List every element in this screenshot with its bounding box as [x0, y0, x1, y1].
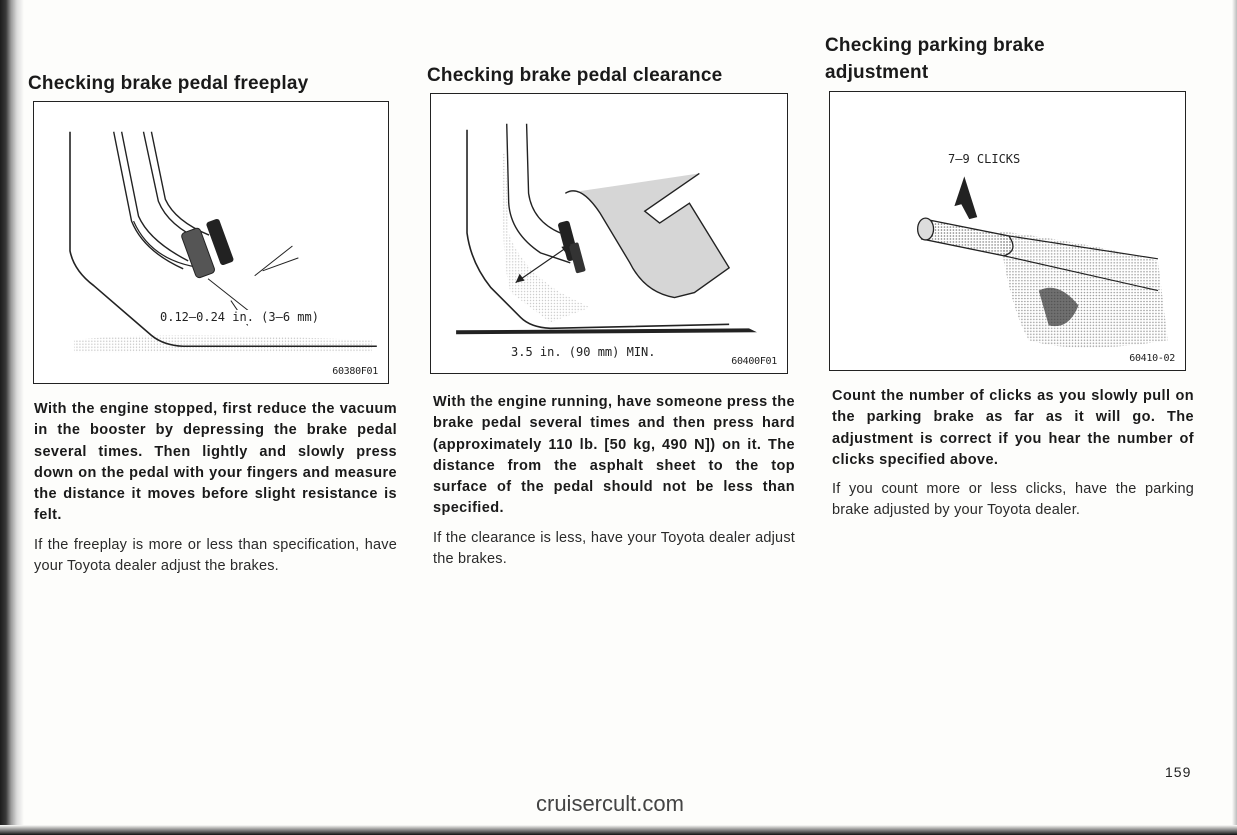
- section-heading-line1: Checking parking brake: [825, 35, 1045, 56]
- page-bottom-edge: [0, 825, 1237, 835]
- figure-code: 60400F01: [731, 356, 777, 367]
- clearance-instructions: With the engine running, have someone press the brake pedal several times and then press hard (approximately 110 lb. [50 kg, 490 N]) on it. The distance from the asphalt sheet to the top surface of the pedal should not be less than specified.: [433, 394, 795, 517]
- clearance-note: If the clearance is less, have your Toyota dealer adjust the brakes.: [433, 529, 795, 568]
- section-brake-pedal-freeplay: [28, 70, 400, 97]
- figure-brake-pedal-clearance: [430, 93, 788, 374]
- figure-code: 60380F01: [332, 366, 378, 377]
- page-number: 159: [1165, 764, 1192, 780]
- figure-code: 60410-02: [1129, 353, 1175, 364]
- watermark: cruisercult.com: [536, 791, 684, 816]
- freeplay-instructions: With the engine stopped, first reduce the vacuum in the booster by depressing the brake pedal several times. Then lightly and slowly press down on the pedal with your fingers and measure the distance it moves before slight resistance is felt.: [34, 401, 397, 524]
- section-heading: Checking brake pedal clearance: [427, 65, 723, 86]
- parking-brake-instructions: Count the number of clicks as you slowly pull on the parking brake as far as it will go. The adjustment is correct if you hear the number of clicks specified above.: [832, 388, 1194, 468]
- section-parking-brake-adjustment: [825, 32, 1197, 86]
- freeplay-measurement-label: 0.12—0.24 in. (3—6 mm): [160, 310, 319, 324]
- section-heading: Checking brake pedal freeplay: [28, 73, 309, 94]
- freeplay-text: [34, 399, 397, 577]
- parking-brake-illustration: [830, 92, 1185, 370]
- brake-pedal-clearance-illustration: [431, 94, 787, 373]
- clearance-measurement-label: 3.5 in. (90 mm) MIN.: [511, 345, 656, 359]
- section-brake-pedal-clearance: [427, 62, 799, 89]
- figure-brake-pedal-freeplay: [33, 101, 389, 384]
- clicks-label: 7—9 CLICKS: [948, 152, 1021, 166]
- book-binding-shadow: [0, 0, 24, 835]
- page-right-edge: [1232, 0, 1237, 835]
- clearance-text: [433, 392, 795, 570]
- parking-brake-note: If you count more or less clicks, have the parking brake adjusted by your Toyota dealer.: [832, 481, 1194, 519]
- figure-parking-brake: [829, 91, 1186, 371]
- section-heading-line2: adjustment: [825, 62, 929, 83]
- brake-pedal-freeplay-illustration: [34, 102, 388, 383]
- freeplay-note: If the freeplay is more or less than specification, have your Toyota dealer adjust the brakes.: [34, 536, 397, 575]
- parking-brake-text: [832, 386, 1194, 522]
